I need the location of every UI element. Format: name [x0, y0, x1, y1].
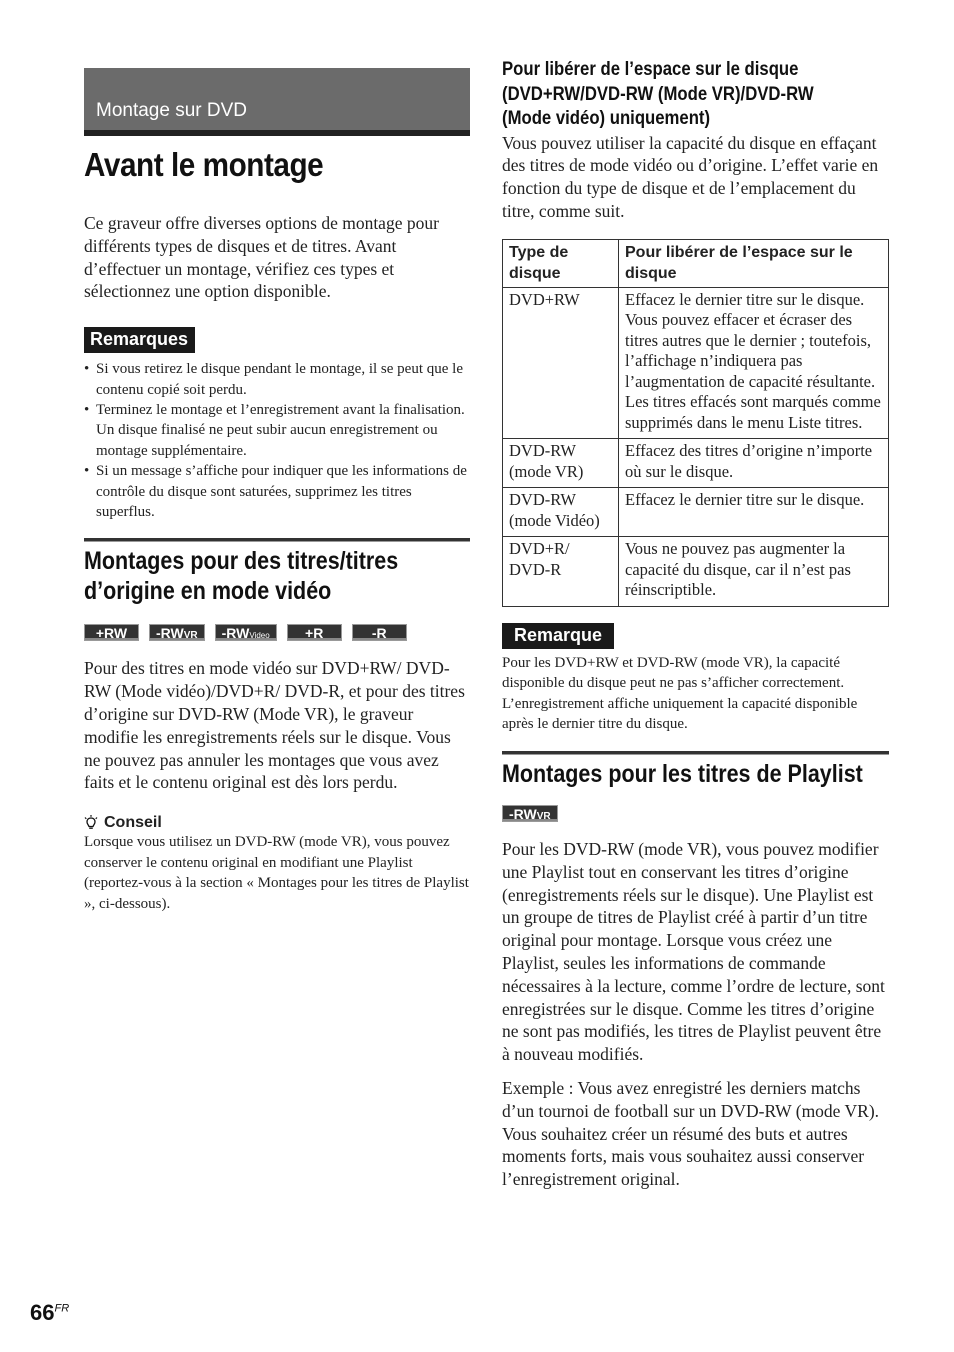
tip-text: Lorsque vous utilisez un DVD-RW (mode VR), vous pouvez conserver le contenu original en modifiant une Playlist (reportez-vous à la section « Montages pour les titres de Playlist », ci-dessous).	[84, 834, 469, 912]
disc-chip-plus-rw: +RW	[84, 624, 139, 641]
video-section-body: Pour des titres en mode vidéo sur DVD+RW/ DVD-RW (Mode vidéo)/DVD+R/ DVD-R, et pour des titres d’origine sur DVD-RW (Mode VR), le graveur modifie les enregistrements réels sur le disque. Vous ne pouvez pas annuler les montages que vous avez faits et le contenu original est dès lors perdu.	[84, 658, 465, 793]
lightbulb-icon	[84, 815, 98, 831]
right-column	[502, 58, 889, 1191]
table-header-row	[503, 239, 889, 287]
section-tab: Montage sur DVD	[84, 68, 470, 130]
video-heading-line-1: Montages pour des titres/titres	[84, 547, 399, 576]
disc-chip-minus-rw-video: -RWVideo	[215, 624, 277, 641]
free-space-heading-line-1: Pour libérer de l’espace sur le disque	[502, 59, 799, 80]
note-badge: Remarque	[502, 623, 614, 649]
page-number: $66^{FR}$	[30, 1300, 70, 1325]
video-section-heading	[84, 546, 416, 606]
table-row	[503, 439, 889, 488]
table-row	[503, 537, 889, 607]
intro-paragraph: Ce graveur offre diverses options de montage pour différents types de disques et de titres. Avant d’effectuer un montage, vérifiez ces types et sélectionnez une option disponible.	[84, 213, 439, 302]
notes-badge: Remarques	[84, 327, 195, 353]
playlist-section-rule	[502, 751, 889, 755]
notes-list	[84, 359, 470, 522]
disc-type-chips	[84, 624, 470, 641]
section-tab-rule	[84, 130, 470, 136]
page-lang: FR	[54, 1302, 70, 1315]
table-row	[503, 488, 889, 537]
notes-item: • Terminez le montage et l’enregistrement avant la finalisation. Un disque finalisé ne peut subir aucun enregistrement ou montage supplémentaire.	[84, 400, 470, 461]
note-text: Pour les DVD+RW et DVD-RW (mode VR), la capacité disponible du disque peut ne pas s’afficher correctement. L’enregistrement affiche uniquement la capacité disponible après le dernier titre du disque.	[502, 654, 858, 733]
playlist-body-2: Exemple : Vous avez enregistré les derniers matchs d’un tournoi de football sur un DVD-RW (mode VR). Vous souhaitez créer un résumé des buts et autres moments forts, mais vous souhaitez aussi conserver l’enregistrement original.	[502, 1078, 880, 1190]
table-row	[503, 287, 889, 439]
disc-chip-minus-rw-vr: -RWVR	[502, 805, 558, 822]
free-space-heading	[502, 58, 843, 132]
notes-item: • Si vous retirez le disque pendant le montage, il se peut que le contenu copié soit perdu.	[84, 359, 470, 400]
page-title: Avant le montage	[84, 146, 324, 183]
notes-item: • Si un message s’affiche pour indiquer que les informations de contrôle du disque sont saturées, supprimez les titres superflus.	[84, 461, 470, 522]
free-space-heading-line-2: (DVD+RW/DVD-RW (Mode VR)/DVD-RW	[502, 83, 814, 105]
left-column	[84, 68, 470, 915]
table-cell: DVD-RW (mode Vidéo)	[503, 488, 619, 537]
disc-chip-minus-rw-vr: -RWVR	[149, 624, 205, 641]
table-cell: Effacez des titres d’origine n’importe où sur le disque.	[619, 439, 889, 488]
table-header-cell: Pour libérer de l’espace sur le disque	[619, 239, 889, 287]
table-cell: Effacez le dernier titre sur le disque.	[619, 488, 889, 537]
disc-chip-minus-r: -R	[352, 624, 407, 641]
playlist-body-1: Pour les DVD-RW (mode VR), vous pouvez modifier une Playlist tout en conservant les titres d’origine (enregistrements réels sur le disque). Une Playlist est un groupe de titres de Playlist créé à partir d’un titre original pour montage. Lorsque vous créez une Playlist, seules les informations de commande nécessaires à la lecture, comme l’ordre de lecture, sont enregistrées sur le disque. Comme les titres d’origine ne sont pas modifiés, les titres de Playlist peuvent être à nouveau modifiés.	[502, 839, 885, 1065]
disc-chip-plus-r: +R	[287, 624, 342, 641]
table-header-cell: Type de disque	[503, 239, 619, 287]
free-space-body: Vous pouvez utiliser la capacité du disque en effaçant des titres de mode vidéo ou d’origine. L’effet varie en fonction du type de disque et de l’emplacement du titre, comme suit.	[502, 132, 879, 221]
video-heading-line-2: d’origine en mode vidéo	[84, 577, 332, 606]
table-cell: DVD+R/ DVD-R	[503, 537, 619, 607]
free-space-heading-line-3: (Mode vidéo) uniquement)	[502, 108, 711, 129]
playlist-heading: Montages pour les titres de Playlist	[502, 760, 863, 789]
playlist-chips	[502, 805, 889, 822]
free-space-table	[502, 239, 889, 607]
tip-heading	[84, 814, 470, 832]
video-section-rule	[84, 538, 470, 542]
table-cell: DVD-RW (mode VR)	[503, 439, 619, 488]
tip-label: Conseil	[104, 814, 162, 832]
table-cell: Effacez le dernier titre sur le disque. Vous pouvez effacer et écraser des titres autres que le dernier ; toutefois, l’affichage n’indiquera pas l’augmentation de capacité résultante. Les titres effacés sont marqués comme supprimés dans le menu Liste titres.	[619, 287, 889, 439]
table-cell: Vous ne pouvez pas augmenter la capacité du disque, car il n’est pas réinscriptible.	[619, 537, 889, 607]
table-cell: DVD+RW	[503, 287, 619, 439]
